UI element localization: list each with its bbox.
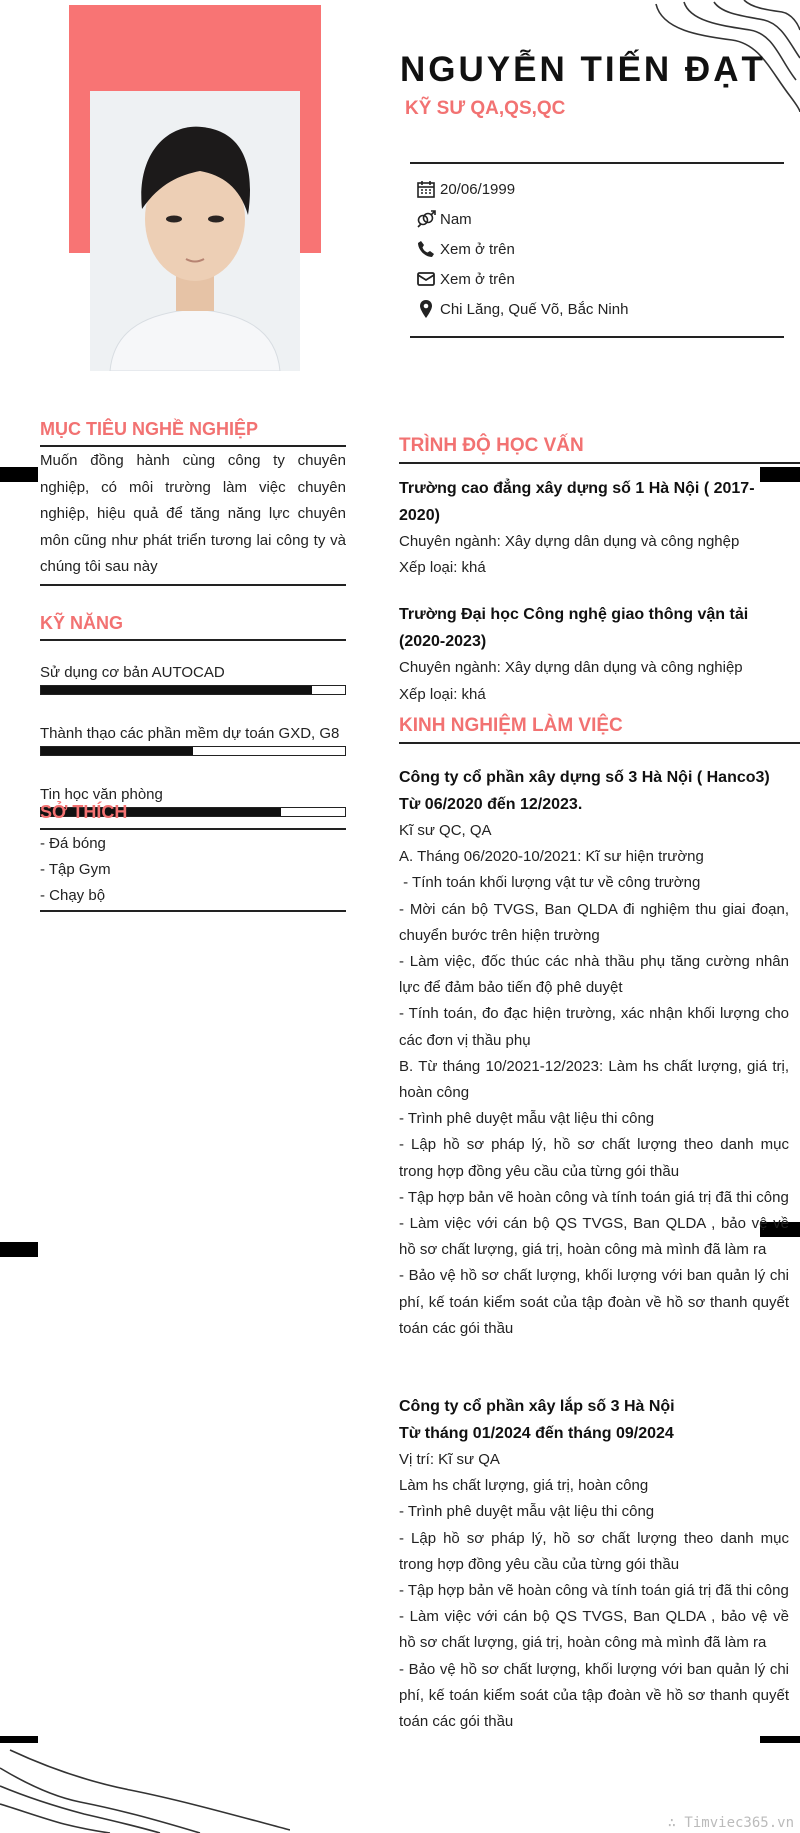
skill-item [40,663,346,695]
school-major: Chuyên ngành: Xây dựng dân dụng và công nghiệp [399,659,743,677]
job-line: - Làm việc, đốc thúc các nhà thầu phụ tăng cường nhân lực để đảm bảo tiến độ phê duyệt [399,953,789,997]
experience-section [399,713,789,1735]
job-line: - Trình phê duyệt mẫu vật liệu thi công [399,1110,655,1128]
contact-gender [416,204,786,234]
candidate-name: NGUYỄN TIẾN ĐẠT [400,50,766,89]
section-divider [399,742,800,744]
section-divider [40,445,346,447]
job-line: - Lập hồ sơ pháp lý, hồ sơ chất lượng theo danh mục trong hợp đồng yêu cầu của từng gói thầu [399,1136,789,1180]
job-line: - Bảo vệ hồ sơ chất lượng, khối lượng với ban quản lý chi phí, kế toán kiểm soát của tập đoàn về hồ sơ thanh quyết toán các gói thầu [399,1267,789,1337]
job-line: - Tập hợp bản vẽ hoàn công và tính toán giá trị đã thi công [399,1582,789,1600]
job-line: B. Từ tháng 10/2021-12/2023: Làm hs chất lượng, giá trị, hoàn công [399,1057,789,1102]
contact-phone [416,234,786,264]
contact-text: Nam [440,210,472,228]
section-title: SỞ THÍCH [40,802,128,822]
objective-section [40,416,346,586]
divider [410,336,784,338]
section-title: KINH NGHIỆM LÀM VIỆC [399,715,623,736]
skill-label: Thành thạo các phần mềm dự toán GXD, G8 [40,725,340,742]
hobbies-section [40,799,346,912]
calendar-icon [416,179,436,199]
contact-text: Xem ở trên [440,270,515,288]
contact-email [416,264,786,294]
job-line: - Tính toán khối lượng vật tư về công trường [399,874,701,892]
job-line: - Mời cán bộ TVGS, Ban QLDA đi nghiệm thu giai đoạn, chuyển bước trên hiện trường [399,900,789,944]
education-item [399,602,789,707]
skill-level [41,747,193,755]
watermark: ∴ Timviec365.vn [667,1815,794,1831]
hobby-item: - Đá bóng [40,835,106,852]
skill-label: Tin học văn phòng [40,786,163,803]
phone-icon [416,239,436,259]
job-item [399,765,789,1342]
contact-birthday [416,174,786,204]
decor-bar [0,1736,38,1743]
section-divider [40,584,346,586]
gender-icon [416,209,436,229]
job-line: - Lập hồ sơ pháp lý, hồ sơ chất lượng theo danh mục trong hợp đồng yêu cầu của từng gói thầu [399,1529,789,1573]
section-title: TRÌNH ĐỘ HỌC VẤN [399,435,584,456]
contact-text: Xem ở trên [440,240,515,258]
hobby-item: - Tập Gym [40,861,111,878]
skills-section [40,610,346,817]
job-line: Kĩ sư QC, QA [399,822,492,839]
school-name: Trường cao đẳng xây dựng số 1 Hà Nội ( 2017-2020) [399,480,755,524]
job-company: Công ty cổ phần xây lắp số 3 Hà Nội [399,1398,675,1416]
section-title: MỤC TIÊU NGHỀ NGHIỆP [40,419,259,439]
job-period: Từ tháng 01/2024 đến tháng 09/2024 [399,1424,674,1442]
education-item [399,476,789,581]
job-line: A. Tháng 06/2020-10/2021: Kĩ sư hiện trường [399,848,704,866]
hobby-item: - Chạy bộ [40,887,106,904]
school-major: Chuyên ngành: Xây dựng dân dụng và công nghệp [399,533,740,550]
email-icon [416,269,436,289]
skill-item [40,724,346,756]
divider [410,162,784,164]
location-icon [416,299,436,319]
school-name: Trường Đại học Công nghệ giao thông vận tải (2020-2023) [399,606,749,650]
job-item [399,1394,789,1735]
contact-text: 20/06/1999 [440,180,516,198]
section-title: KỸ NĂNG [40,613,124,633]
skill-bar [40,746,346,756]
candidate-title: KỸ SƯ QA,QS,QC [405,98,566,119]
job-line: - Làm việc với cán bộ QS TVGS, Ban QLDA , bảo vệ về hồ sơ chất lượng, giá trị, hoàn công mà mình đã làm ra [399,1215,789,1259]
section-divider [40,910,346,912]
job-line: - Tính toán, đo đạc hiện trường, xác nhận khối lượng cho các đơn vị thầu phụ [399,1005,789,1049]
decor-bar [0,467,38,482]
skill-level [41,686,312,694]
contact-info [416,174,786,324]
job-line: Làm hs chất lượng, giá trị, hoàn công [399,1477,649,1495]
profile-photo [90,91,300,371]
objective-text: Muốn đồng hành cùng công ty chuyên nghiệp, có môi trường làm việc chuyên nghiệp, hiệu quả để tăng năng lực chuyên môn cũng như phát triển tương lai công ty và chúng tôi sau này [40,452,346,575]
decor-bar [0,1242,38,1257]
contact-address [416,294,786,324]
section-divider [40,639,346,641]
job-line: - Trình phê duyệt mẫu vật liệu thi công [399,1503,655,1521]
job-line: - Làm việc với cán bộ QS TVGS, Ban QLDA , bảo vệ về hồ sơ chất lượng, giá trị, hoàn công mà mình đã làm ra [399,1608,789,1652]
section-divider [40,828,346,830]
job-line: - Tập hợp bản vẽ hoàn công và tính toán giá trị đã thi công [399,1188,789,1206]
job-period: Từ 06/2020 đến 12/2023. [399,795,583,813]
school-grade: Xếp loại: khá [399,685,486,703]
contact-text: Chi Lăng, Quế Võ, Bắc Ninh [440,300,629,318]
decor-bar [760,1736,800,1743]
job-line: - Bảo vệ hồ sơ chất lượng, khối lượng với ban quản lý chi phí, kế toán kiểm soát của tập đoàn về hồ sơ thanh quyết toán các gói thầu [399,1660,789,1731]
job-line: Vị trí: Kĩ sư QA [399,1451,500,1469]
decorative-waves-bottom [0,1740,290,1833]
skill-bar [40,685,346,695]
job-company: Công ty cổ phần xây dựng số 3 Hà Nội ( Hanco3) [399,769,770,786]
education-section [399,433,789,708]
section-divider [399,462,800,464]
school-grade: Xếp loại: khá [399,559,486,577]
skill-label: Sử dụng cơ bản AUTOCAD [40,664,225,681]
